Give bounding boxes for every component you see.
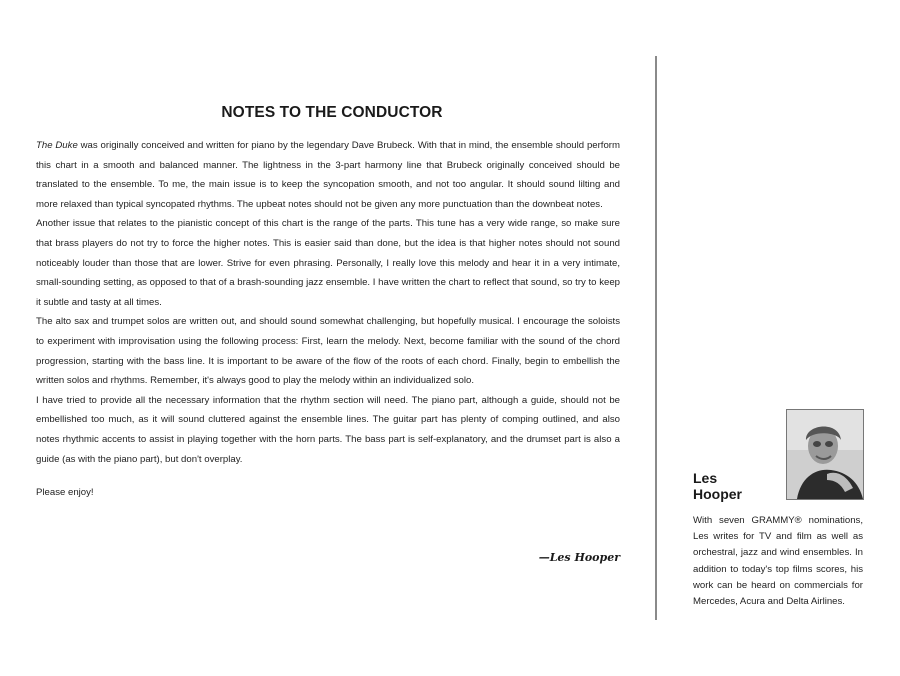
notes-paragraph-2: Another issue that relates to the pianistic concept of this chart is the range of the parts. This tune has a very wide range, so make sure that brass players do not try to force the higher notes. This is easier said than done, but the idea is that higher notes should not sound noticeably louder than those that are lower. Strive for even phrasing. Personally, I really love this melody and hear it in a very intimate, small-sounding setting, as opposed to that of a brash-sounding jazz ensemble. I have written the chart to reflect that sound, so try to keep it subtle and tasty at all times. bbox=[36, 218, 620, 308]
author-signature: —Les Hooper bbox=[538, 551, 620, 564]
bio-text: With seven GRAMMY® nominations, Les writes for TV and film as well as orchestral, jazz and wind ensembles. In addition to today's top films scores, his work can be heard on commercials for Mercedes, Acura and Delta Airlines. bbox=[693, 515, 863, 608]
conductor-notes-section bbox=[36, 104, 620, 564]
bio-name-last: Hooper bbox=[693, 486, 742, 502]
notes-paragraph-1 bbox=[36, 136, 620, 214]
piece-title-italic: The Duke bbox=[36, 140, 78, 151]
bio-name-first: Les bbox=[693, 470, 718, 486]
portrait-image bbox=[787, 410, 863, 499]
notes-paragraph-4: I have tried to provide all the necessary information that the rhythm section will need. The piano part, although a guide, should not be embellished too much, as it will sound cluttered against the ensemble lines. The guitar part has plenty of comping outlined, and also notes rhythmic accents to assist in playing together with the horn parts. The bass part is self-explanatory, and the drumset part is also a guide (as with the piano part), but don't overplay. bbox=[36, 394, 620, 465]
column-divider bbox=[655, 56, 657, 620]
closing-line: Please enjoy! bbox=[36, 487, 94, 499]
notes-paragraph-1-text: was originally conceived and written for piano by the legendary Dave Brubeck. With that in mind, the ensemble should perform this chart in a smooth and balanced manner. The lightness in the 3-part harmony line that Brubeck originally conceived should be translated to the ensemble. To me, the main issue is to keep the syncopation smooth, and not too angular. It should sound lilting and more relaxed than typical syncopated rhythms. The upbeat notes should not be given any more punctuation than the downbeat notes. bbox=[36, 140, 620, 210]
notes-body bbox=[36, 136, 620, 469]
page-title: NOTES TO THE CONDUCTOR bbox=[221, 104, 443, 121]
author-photo bbox=[786, 409, 864, 500]
notes-paragraph-3: The alto sax and trumpet solos are written out, and should sound somewhat challenging, but hopefully musical. I encourage the soloists to experiment with improvisation using the following process: First, learn the melody. Next, become familiar with the sound of the chord progression, starting with the bass line. It is important to be aware of the flow of the roots of each chord. Finally, begin to embellish the written solos and rhythms. Remember, it's always good to play the melody within an individualized solo. bbox=[36, 316, 620, 387]
bio-name bbox=[693, 470, 742, 502]
